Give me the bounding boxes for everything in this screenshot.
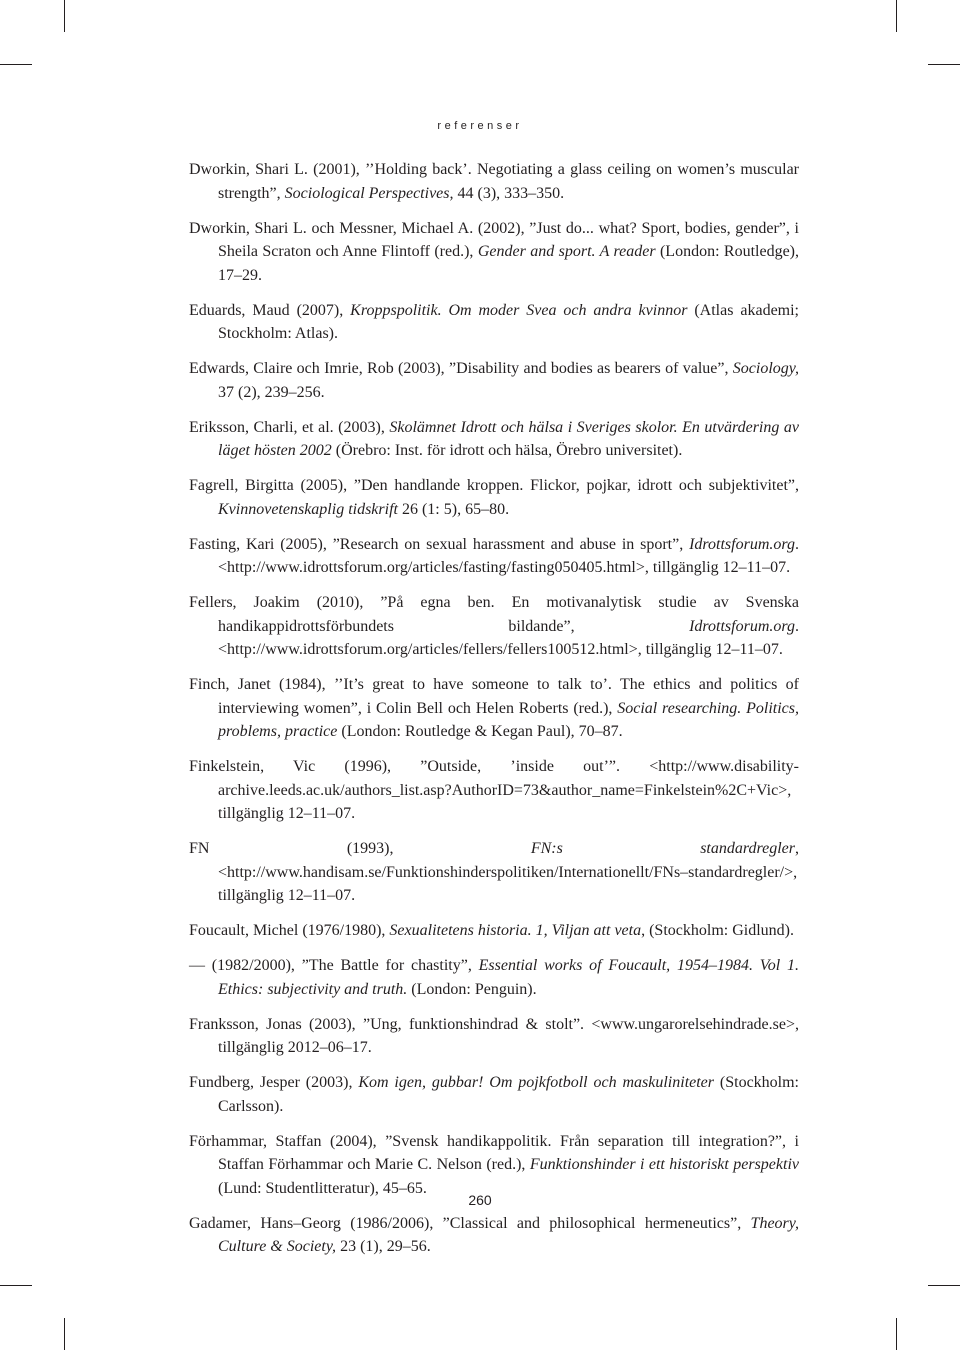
reference-text: (Stockholm: Carlsson). <box>218 1074 800 1115</box>
reference-entry <box>189 755 799 826</box>
reference-entry <box>189 357 799 404</box>
reference-title-italic: Theory, Culture & Society, <box>218 1214 799 1255</box>
reference-title-italic: Funktionshinder i ett historiskt perspektiv <box>529 1156 800 1173</box>
reference-title-italic: Idrottsforum.org <box>689 535 795 553</box>
page-number: 260 <box>468 1192 492 1208</box>
reference-entry <box>189 1212 799 1259</box>
reference-entry <box>189 416 799 463</box>
reference-text: Finkelstein, Vic (1996), ”Outside, ’inside out’”. <http://www.disability-archive.leeds.ac.uk/authors_list.asp?AuthorID=73&author_name=Finkelstein%2C+Vic>, tillgänglig 12–11–07. <box>189 758 799 822</box>
reference-text: Fasting, Kari (2005), ”Research on sexual harassment and abuse in sport”, <box>189 535 690 553</box>
reference-entry <box>189 474 799 521</box>
reference-entry <box>189 299 799 346</box>
reference-title-italic: Social researching. Politics, problems, practice <box>218 699 799 740</box>
reference-text: (Lund: Studentlitteratur), 45–65. <box>218 1179 427 1197</box>
reference-text: Dworkin, Shari L. och Messner, Michael A. (2002), ”Just do... what? Sport, bodies, gender”, i Sheila Scraton och Anne Flintoff (red.), <box>189 219 799 260</box>
reference-text: , (Stockholm: Gidlund). <box>641 922 794 939</box>
crop-mark-left-lower <box>0 1285 32 1286</box>
crop-mark-bottom-left <box>64 1318 65 1350</box>
reference-title-italic: Skolämnet Idrott och hälsa i Sveriges skolor. En utvärdering av läget hösten 2002 <box>218 418 799 459</box>
reference-entry <box>189 1013 799 1060</box>
reference-text: 44 (3), 333–350. <box>453 184 565 202</box>
running-head: referenser <box>437 120 523 132</box>
reference-text: Edwards, Claire och Imrie, Rob (2003), ”Disability and bodies as bearers of value”, <box>189 360 733 377</box>
reference-text: . <http://www.idrottsforum.org/articles/fasting/fasting050405.html>, tillgänglig 12–11–07. <box>218 535 799 576</box>
reference-text: Foucault, Michel (1976/1980), <box>189 922 390 939</box>
reference-text: 37 (2), 239–256. <box>218 383 325 401</box>
crop-mark-top-left <box>64 0 65 32</box>
reference-text: Franksson, Jonas (2003), ”Ung, funktionshindrad & stolt”. <www.ungarorelsehindrade.se>, tillgänglig 2012–06–17. <box>189 1015 799 1056</box>
crop-mark-right-lower <box>928 1285 960 1286</box>
reference-text: Fagrell, Birgitta (2005), ”Den handlande kroppen. Flickor, pojkar, idrott och subjektivitet”, <box>189 477 799 494</box>
reference-entry <box>189 837 799 908</box>
reference-title-italic: FN:s standardregler <box>530 840 795 857</box>
reference-text: FN (1993), <box>189 840 531 857</box>
reference-text: 23 (1), 29–56. <box>336 1238 431 1255</box>
reference-text: Dworkin, Shari L. (2001), ’’Holding back’. Negotiating a glass ceiling on women’s muscular strength”, <box>189 161 799 202</box>
reference-title-italic: Gender and sport. A reader <box>477 243 656 260</box>
reference-title-italic: Sociology, <box>732 360 799 377</box>
reference-text: (London: Routledge & Kegan Paul), 70–87. <box>337 723 623 740</box>
reference-text: Finch, Janet (1984), ’’It’s great to have someone to talk to’. The ethics and politics of interviewing women”, i Colin Bell och Helen Roberts (red.), <box>189 676 799 717</box>
reference-title-italic: Kroppspolitik. Om moder Svea och andra kvinnor <box>350 301 688 319</box>
reference-title-italic: Idrottsforum.org <box>689 617 795 635</box>
reference-entry <box>189 1130 799 1201</box>
reference-entry <box>189 591 799 662</box>
reference-text: Fundberg, Jesper (2003), <box>189 1074 359 1091</box>
crop-mark-right-upper <box>928 64 960 65</box>
reference-entry <box>189 673 799 744</box>
reference-entry <box>189 217 799 288</box>
reference-title-italic: Kom igen, gubbar! Om pojkfotboll och maskuliniteter <box>358 1074 715 1091</box>
reference-text: . <http://www.idrottsforum.org/articles/fellers/fellers100512.html>, tillgänglig 12–11–07. <box>218 617 799 658</box>
reference-list <box>189 158 799 1270</box>
reference-entry <box>189 919 799 943</box>
reference-entry <box>189 954 799 1001</box>
reference-text: , <http://www.handisam.se/Funktionshinderspolitiken/Internationellt/FNs–standardregler/>, tillgänglig 12–11–07. <box>218 840 799 904</box>
crop-mark-top-right <box>896 0 897 32</box>
reference-text: Fellers, Joakim (2010), ”På egna ben. En motivanalytisk studie av Svenska handikappidrottsförbundets bildande”, <box>189 594 799 635</box>
reference-title-italic: Kvinnovetenskaplig tidskrift <box>218 500 398 518</box>
reference-text: 26 (1: 5), 65–80. <box>397 500 510 518</box>
reference-text: (Atlas akademi; Stockholm: Atlas). <box>218 301 800 342</box>
reference-entry <box>189 533 799 580</box>
crop-mark-bottom-right <box>896 1318 897 1350</box>
reference-text: Gadamer, Hans–Georg (1986/2006), ”Classical and philosophical hermeneutics”, <box>189 1214 751 1232</box>
reference-text: Eriksson, Charli, et al. (2003), <box>189 418 390 436</box>
reference-entry <box>189 158 799 205</box>
reference-text: Eduards, Maud (2007), <box>189 301 351 319</box>
reference-text: (Örebro: Inst. för idrott och hälsa, Örebro universitet). <box>331 442 683 459</box>
reference-text: (London: Penguin). <box>407 980 537 998</box>
reference-title-italic: Sociological Perspectives, <box>284 184 454 202</box>
reference-text: (London: Routledge), 17–29. <box>218 243 799 284</box>
reference-title-italic: Sexualitetens historia. 1, Viljan att veta <box>389 922 642 939</box>
reference-title-italic: Essential works of Foucault, 1954–1984. Vol 1. Ethics: subjectivity and truth. <box>218 957 800 998</box>
reference-text: Förhammar, Staffan (2004), ”Svensk handikappolitik. Från separation till integration?”, i Staffan Förhammar och Marie C. Nelson (red.), <box>189 1132 799 1173</box>
reference-entry <box>189 1071 799 1118</box>
crop-mark-left-upper <box>0 64 32 65</box>
reference-text: — (1982/2000), ”The Battle for chastity”, <box>189 957 479 974</box>
